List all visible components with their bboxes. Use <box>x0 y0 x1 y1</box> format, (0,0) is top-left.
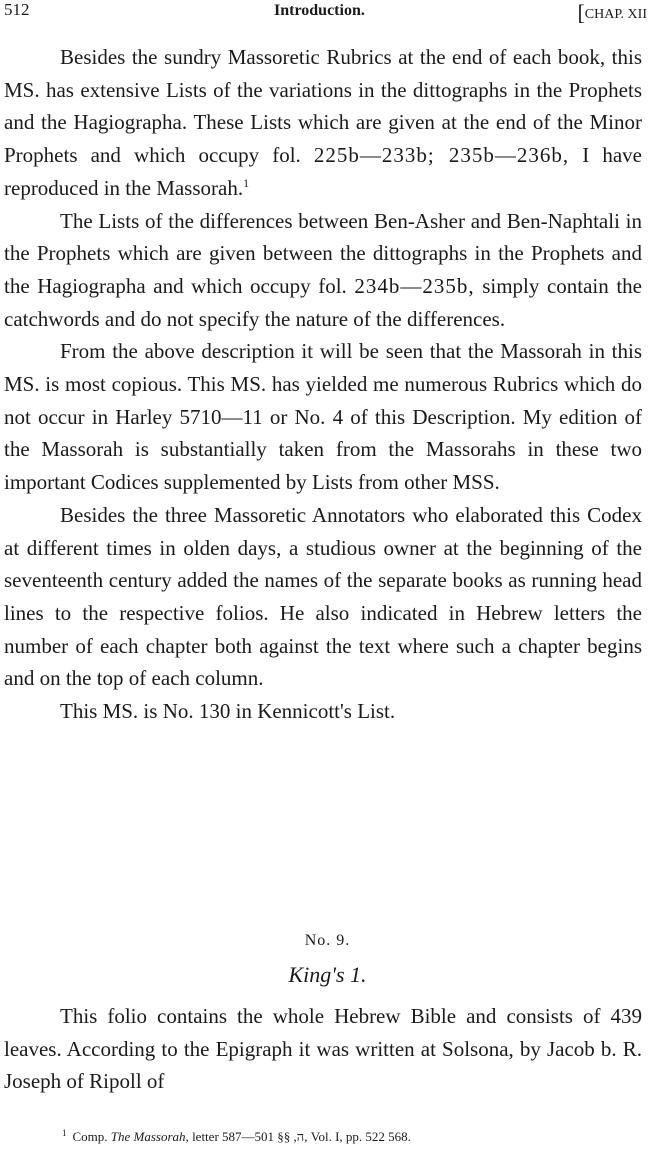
footnote <box>62 1128 411 1145</box>
chapter-label-text: CHAP. XII <box>584 7 647 22</box>
chapter-bracket: [ <box>577 0 585 25</box>
page-number: 512 <box>4 0 30 19</box>
paragraph-ben-asher <box>4 205 642 336</box>
footnote-work-title: The Massorah, <box>110 1129 189 1144</box>
footnote-reference[interactable]: 1 <box>243 175 250 190</box>
body-text <box>4 41 642 728</box>
section-number: No. 9. <box>304 932 351 949</box>
running-title: Introduction. <box>274 2 365 19</box>
body-text-section <box>4 1000 642 1098</box>
folio-reference: 234b—235b, <box>354 273 475 298</box>
section-title: King's 1. <box>288 962 367 987</box>
paragraph-kennicott: This MS. is No. 130 in Kennicott's List. <box>60 699 396 724</box>
paragraph-annotators: Besides the three Massoretic Annotators who elaborated this Codex at different times in olden days, a studious owner at the beginning of the seventeenth century added the names of the separate books as running head lines to the respective folios. He also indicated in Hebrew letters the number of each chapter both against the text where such a chapter begins and on the top of each column. <box>4 502 642 691</box>
paragraph-kings-1: This folio contains the whole Hebrew Bible and consists of 439 leaves. According to the Epigraph it was written at Solsona, by Jacob b. R. Joseph of Ripoll of <box>4 1004 642 1094</box>
footnote-prefix: Comp. <box>72 1129 111 1144</box>
footnote-rest: letter ה, §§ 501—587, Vol. I, pp. 522 568. <box>188 1129 411 1144</box>
page-header <box>4 0 647 24</box>
paragraph-text: The Lists of the differences between Ben-Asher and Ben-Naphtali in the Prophets which are given between the dittographs in the Prophets and the Hagiographa and which occupy fol. <box>4 208 642 298</box>
chapter-label <box>577 0 647 26</box>
paragraph-text: Besides the sundry Massoretic Rubrics at the end of each book, this MS. has extensive Lists of the variations in the dittographs in the Prophets and the Hagiographa. These Lists which are given at the end of the Minor Prophets and which occupy fol. <box>4 45 642 168</box>
footnote-mark: 1 <box>62 1128 67 1138</box>
folio-reference: 225b—233b; 235b—236b, <box>313 143 570 168</box>
paragraph-massoretic-lists <box>4 41 642 205</box>
paragraph-text: simply contain the catchwords and do not specify the nature of the differences. <box>4 273 642 331</box>
paragraph-text: I have reproduced in the Massorah. <box>4 143 642 200</box>
paragraph-description: From the above description it will be seen that the Massorah in this MS. is most copious. This MS. has yielded me numerous Rubrics which do not occur in Harley 5710—11 or No. 4 of this Description. My edition of the Massorah is substantially taken from the Massorahs in these two important Codices supplemented by Lists from other MSS. <box>4 339 642 495</box>
